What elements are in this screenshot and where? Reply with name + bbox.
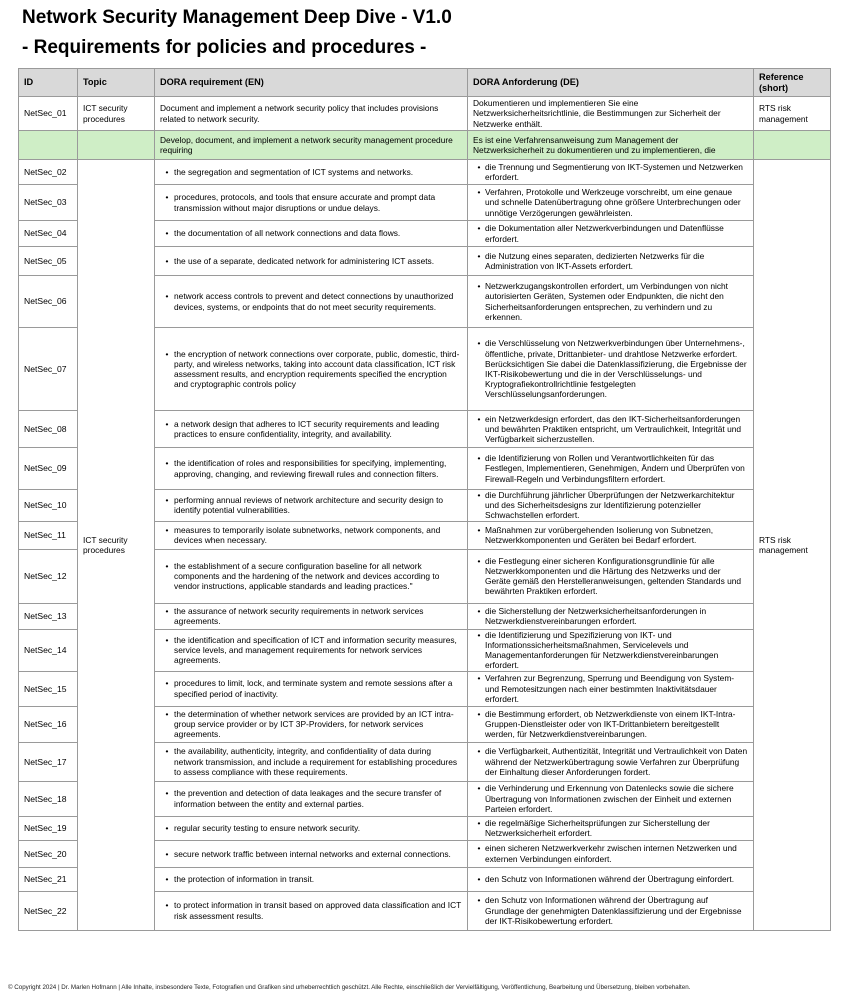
cell-id: NetSec_12 [19, 549, 78, 603]
cell-en [155, 521, 468, 549]
bullet-text: ein Netzwerkdesign erfordert, das den IKT-Sicherheitsanforderungen und bewährten Praktiken entspricht, um Vertraulichkeit, Integrität und Verfügbarkeit sicherzustellen. [485, 413, 742, 445]
bullet-icon: • [165, 900, 169, 911]
bullet-item [160, 606, 462, 626]
bullet-item [160, 746, 462, 777]
cell-id: NetSec_04 [19, 221, 78, 247]
bullet-item [160, 192, 462, 212]
bullet-icon: • [477, 746, 481, 757]
bullet-item [473, 162, 748, 182]
bullet-item [473, 843, 748, 863]
table-row [19, 97, 831, 131]
cell-en [155, 276, 468, 328]
bullet-item [160, 874, 462, 884]
cell-en [155, 742, 468, 781]
bullet-icon: • [477, 673, 481, 684]
cell-id: NetSec_07 [19, 328, 78, 411]
bullet-icon: • [477, 338, 481, 349]
bullet-icon: • [477, 281, 481, 292]
bullet-item [160, 849, 462, 859]
bullet-text: die Nutzung eines separaten, dedizierten Netzwerks für die Administration von IKT-Assets erfordert. [485, 250, 705, 271]
cell-de [468, 549, 754, 603]
table-row-intro [19, 131, 831, 160]
cell-en [155, 840, 468, 867]
cell-de [468, 411, 754, 448]
cell-id: NetSec_06 [19, 276, 78, 328]
cell-en: Develop, document, and implement a network security management procedure requiring [155, 131, 468, 160]
bullet-item [473, 895, 748, 926]
bullet-icon: • [477, 843, 481, 854]
cell-id: NetSec_20 [19, 840, 78, 867]
bullet-icon: • [477, 783, 481, 794]
cell-en [155, 706, 468, 742]
cell-de [468, 448, 754, 490]
bullet-item [473, 525, 748, 545]
bullet-icon: • [165, 255, 169, 266]
cell-de [468, 160, 754, 185]
cell-id: NetSec_17 [19, 742, 78, 781]
cell-en [155, 603, 468, 629]
cell-en [155, 549, 468, 603]
bullet-text: regular security testing to ensure network security. [174, 823, 361, 833]
bullet-item [160, 788, 462, 808]
bullet-icon: • [165, 605, 169, 616]
cell-de [468, 742, 754, 781]
bullet-text: secure network traffic between internal networks and external connections. [174, 848, 451, 859]
bullet-item [160, 495, 462, 515]
bullet-item [160, 458, 462, 478]
cell-de [468, 521, 754, 549]
bullet-item [160, 228, 462, 238]
cell-de [468, 867, 754, 891]
bullet-item [160, 167, 462, 177]
bullet-icon: • [477, 555, 481, 566]
bullet-icon: • [165, 823, 169, 833]
cell-id: NetSec_21 [19, 867, 78, 891]
cell-de [468, 603, 754, 629]
bullet-item [473, 223, 748, 243]
cell-id: NetSec_09 [19, 448, 78, 490]
cell-ref [754, 131, 831, 160]
bullet-item [473, 414, 748, 445]
cell-en [155, 247, 468, 276]
bullet-item [473, 338, 748, 399]
bullet-text: die Bestimmung erfordert, ob Netzwerkdienste von einem IKT-Intra-Gruppen-Dienstleister oder von IKT-Drittanbietern bereitgestellt werden, für Netzwerkdienstvereinbarungen. [485, 708, 736, 740]
bullet-item [473, 746, 748, 777]
cell-de [468, 706, 754, 742]
bullet-text: die Sicherstellung der Netzwerksicherheitsanforderungen in Netzwerkdienstvereinbarungen erfordert. [485, 605, 707, 627]
bullet-icon: • [477, 605, 481, 616]
header-id: ID [19, 69, 78, 97]
bullet-item [473, 783, 748, 814]
bullet-text: the availability, authenticity, integrity, and confidentiality of data during network transmission, and include a requirement for establishing procedures to assess compliance with these requirements. [174, 746, 458, 777]
bullet-item [473, 630, 748, 671]
bullet-item [473, 453, 748, 484]
cell-de [468, 629, 754, 671]
page-title: Network Security Management Deep Dive - V1.0 [22, 7, 452, 28]
bullet-icon: • [165, 746, 169, 757]
header-en: DORA requirement (EN) [155, 69, 468, 97]
bullet-item [473, 818, 748, 838]
bullet-icon: • [165, 348, 169, 359]
cell-de [468, 328, 754, 411]
cell-id [19, 131, 78, 160]
cell-de: Dokumentieren und implementieren Sie eine Netzwerksicherheitsrichtlinie, die Bestimmungen zur Sicherheit der Netzwerke enthält. [468, 97, 754, 131]
cell-en [155, 867, 468, 891]
bullet-text: Verfahren zur Begrenzung, Sperrung und Beendigung von System- und Remotesitzungen nach einer bestimmten Inaktivitätsdauer erfordert. [485, 673, 735, 704]
bullet-text: the identification and specification of ICT and information security measures, service levels, and management requirements for network services agreements. [174, 634, 457, 666]
cell-de [468, 185, 754, 221]
bullet-text: den Schutz von Informationen während der Übertragung auf Grundlage der genehmigten Datenklassifizierung und der Ergebnisse der IKT-Risikobewertung erfordert. [485, 895, 742, 926]
header-topic: Topic [78, 69, 155, 97]
cell-id: NetSec_11 [19, 521, 78, 549]
bullet-icon: • [477, 413, 481, 424]
bullet-text: the encryption of network connections over corporate, public, domestic, third-party, and wireless networks, taking into account data classification, ICT risk assessment results, and encryption requirements specified the encryption and cryptographic controls policy [174, 348, 460, 390]
cell-de [468, 247, 754, 276]
bullet-text: the use of a separate, dedicated network for administering ICT assets. [174, 255, 435, 266]
bullet-icon: • [165, 418, 169, 429]
bullet-text: network access controls to prevent and detect connections by unauthorized devices, systems, or endpoints that do not meet security requirements. [174, 291, 454, 312]
bullet-item [473, 490, 748, 521]
cell-en [155, 411, 468, 448]
bullet-item [473, 251, 748, 271]
cell-de [468, 840, 754, 867]
bullet-text: Netzwerkzugangskontrollen erfordert, um Verbindungen von nicht autorisierten Geräten, Systemen oder Endpunkten, die nicht den Sicherheitsanforderungen entsprechen, zu verhindern und zu erkennen. [485, 281, 729, 322]
cell-en [155, 185, 468, 221]
bullet-icon: • [477, 708, 481, 719]
bullet-text: procedures, protocols, and tools that ensure accurate and prompt data transmission without major disruptions or undue delays. [174, 192, 436, 213]
cell-de [468, 891, 754, 930]
bullet-icon: • [477, 223, 481, 234]
bullet-item [473, 281, 748, 322]
bullet-text: einen sicheren Netzwerkverkehr zwischen internen Netzwerken und externen Verbindungen einfordert. [485, 843, 737, 864]
cell-de [468, 816, 754, 840]
bullet-icon: • [477, 895, 481, 906]
bullet-text: Maßnahmen zur vorübergehenden Isolierung von Subnetzen, Netzwerkkomponenten und Geräten bei Bedarf erfordert. [485, 524, 714, 546]
cell-de [468, 781, 754, 816]
bullet-text: the prevention and detection of data leakages and the secure transfer of information between the entity and external parties. [174, 788, 442, 809]
bullet-text: die regelmäßige Sicherheitsprüfungen zur Sicherstellung der Netzwerksicherheit erfordert. [485, 817, 710, 839]
cell-id: NetSec_15 [19, 671, 78, 706]
cell-en [155, 490, 468, 522]
cell-topic-group: ICT security procedures [78, 160, 155, 931]
bullet-item [160, 561, 462, 592]
bullet-text: the establishment of a secure configuration baseline for all network components and the hardening of the network and devices according to vendor instructions, applicable standards and leading practices." [174, 560, 440, 592]
cell-en [155, 629, 468, 671]
cell-en [155, 448, 468, 490]
bullet-icon: • [165, 678, 169, 689]
cell-topic: ICT security procedures [78, 97, 155, 131]
header-ref: Reference (short) [754, 69, 831, 97]
bullet-item [160, 900, 462, 920]
bullet-item [160, 525, 462, 545]
bullet-item [473, 673, 748, 704]
cell-en [155, 816, 468, 840]
bullet-item [473, 606, 748, 626]
bullet-item [160, 823, 462, 833]
cell-en [155, 781, 468, 816]
cell-id: NetSec_22 [19, 891, 78, 930]
bullet-icon: • [165, 495, 169, 506]
copyright-footer: © Copyright 2024 | Dr. Marlen Hofmann | Alle Inhalte, insbesondere Texte, Fotografien und Grafiken sind urheberrechtlich geschützt. Alle Rechte, einschließlich der Vervielfältigung, Veröffentlichung, Bearbeitung und Übersetzung, bleiben vorbehalten. [8, 984, 691, 991]
cell-en [155, 891, 468, 930]
bullet-text: the documentation of all network connections and data flows. [174, 228, 401, 239]
cell-id: NetSec_13 [19, 603, 78, 629]
bullet-text: procedures to limit, lock, and terminate system and remote sessions after a specified period of inactivity. [174, 678, 453, 699]
bullet-icon: • [165, 192, 169, 203]
cell-en [155, 328, 468, 411]
bullet-icon: • [477, 250, 481, 261]
bullet-icon: • [477, 490, 481, 500]
cell-id: NetSec_14 [19, 629, 78, 671]
bullet-icon: • [477, 629, 481, 640]
bullet-item [473, 556, 748, 597]
cell-id: NetSec_19 [19, 816, 78, 840]
bullet-icon: • [477, 187, 481, 198]
bullet-icon: • [165, 788, 169, 799]
bullet-text: performing annual reviews of network architecture and security design to identify potential vulnerabilities. [174, 495, 444, 516]
bullet-icon: • [477, 453, 481, 464]
bullet-text: the protection of information in transit. [174, 874, 315, 884]
cell-topic [78, 131, 155, 160]
bullet-text: die Identifizierung und Spezifizierung von IKT- und Informationssicherheitsmaßnahmen, Servicelevels und Managementanforderungen für Netzwerkdienstvereinbarungen erfordert. [485, 629, 719, 671]
cell-en [155, 671, 468, 706]
bullet-item [473, 709, 748, 740]
cell-id: NetSec_10 [19, 490, 78, 522]
cell-en: Document and implement a network security policy that includes provisions related to network security. [155, 97, 468, 131]
bullet-icon: • [165, 560, 169, 571]
cell-id: NetSec_01 [19, 97, 78, 131]
bullet-text: den Schutz von Informationen während der Übertragung einfordert. [485, 874, 735, 884]
cell-ref: RTS risk management [754, 97, 831, 131]
bullet-icon: • [477, 874, 481, 884]
cell-en [155, 160, 468, 185]
bullet-icon: • [165, 228, 169, 239]
bullet-item [160, 349, 462, 390]
bullet-icon: • [477, 817, 481, 828]
bullet-item [160, 635, 462, 666]
bullet-icon: • [477, 161, 481, 172]
cell-id: NetSec_18 [19, 781, 78, 816]
bullet-item [160, 291, 462, 311]
bullet-item [160, 678, 462, 698]
header-de: DORA Anforderung (DE) [468, 69, 754, 97]
bullet-icon: • [165, 708, 169, 719]
cell-id: NetSec_02 [19, 160, 78, 185]
cell-de: Es ist eine Verfahrensanweisung zum Management der Netzwerksicherheit zu dokumentieren und zu implementieren, die [468, 131, 754, 160]
requirements-table [18, 68, 831, 931]
bullet-text: die Dokumentation aller Netzwerkverbindungen und Datenflüsse erfordert. [485, 223, 724, 244]
table-row [19, 160, 831, 185]
bullet-text: the segregation and segmentation of ICT systems and networks. [174, 166, 414, 177]
bullet-text: to protect information in transit based on approved data classification and ICT risk assessment results. [174, 900, 462, 921]
bullet-text: die Trennung und Segmentierung von IKT-Systemen und Netzwerken erfordert. [485, 161, 743, 182]
cell-id: NetSec_03 [19, 185, 78, 221]
bullet-text: die Verschlüsselung von Netzwerkverbindungen über Unternehmens-, öffentliche, private, Drittanbieter- und drahtlose Netzwerke erfordert. Berücksichtigen Sie dabei die Datenklassifizierung, die Ergebnisse der IKT-Risikobewertung und die in der Verschlüsselungs- und Kryptografiekontrollrichtlinie festgelegten Verschlüsselungsanforderungen. [485, 338, 747, 400]
bullet-icon: • [165, 166, 169, 177]
bullet-text: a network design that adheres to ICT security requirements and leading practices to ensure confidentiality, integrity, and availability. [174, 418, 440, 439]
bullet-text: die Verfügbarkeit, Authentizität, Integrität und Vertraulichkeit von Daten während der Netzwerkübertragung sowie Verfahren zur Überprüfung der Einhaltung dieser Anforderungen fordert. [485, 746, 748, 777]
cell-id: NetSec_05 [19, 247, 78, 276]
bullet-text: the determination of whether network services are provided by an ICT intra-group service provider or by ICT 3P-Providers, for network services agreements. [174, 708, 454, 740]
bullet-icon: • [165, 848, 169, 859]
bullet-text: die Identifizierung von Rollen und Verantwortlichkeiten für das Festlegen, Implementieren, Genehmigen, Ändern und Überprüfen von Firewall-Regeln und Verbindungsfiltern erfordert. [485, 453, 745, 484]
bullet-icon: • [165, 874, 169, 884]
bullet-item [160, 256, 462, 266]
bullet-text: the identification of roles and responsibilities for specifying, implementing, approving, changing, and reviewing firewall rules and connection filters. [174, 458, 447, 479]
cell-de [468, 671, 754, 706]
table-header-row [19, 69, 831, 97]
bullet-icon: • [165, 524, 169, 535]
bullet-icon: • [477, 524, 481, 535]
bullet-item [160, 419, 462, 439]
cell-de [468, 221, 754, 247]
bullet-item [160, 709, 462, 740]
bullet-item [473, 187, 748, 218]
cell-ref-group: RTS risk management [754, 160, 831, 931]
page-subtitle: - Requirements for policies and procedures - [22, 37, 427, 58]
cell-id: NetSec_16 [19, 706, 78, 742]
bullet-icon: • [165, 291, 169, 302]
bullet-item [473, 874, 748, 884]
cell-de [468, 276, 754, 328]
bullet-text: die Verhinderung und Erkennung von Datenlecks sowie die sichere Übertragung von Informationen zwischen der Einheit und externen Parteien erfordert. [485, 783, 734, 814]
bullet-text: Verfahren, Protokolle und Werkzeuge vorschreibt, um eine genaue und schnelle Datenübertragung ohne größere Unterbrechungen oder unnötige Verzögerungen gewährleisten. [485, 187, 741, 218]
bullet-icon: • [165, 458, 169, 469]
bullet-text: die Festlegung einer sicheren Konfigurationsgrundlinie für alle Netzwerkkomponenten und die Härtung des Netzwerks und der Geräte gemäß den Herstelleranweisungen, geltenden Standards und bewährten Praktiken erfordert. [485, 555, 742, 597]
bullet-text: die Durchführung jährlicher Überprüfungen der Netzwerkarchitektur und des Sicherheitsdesigns zur Identifizierung potenzieller Schwachstellen erfordert. [485, 490, 735, 521]
bullet-text: the assurance of network security requirements in network services agreements. [174, 605, 424, 627]
cell-de [468, 490, 754, 522]
cell-id: NetSec_08 [19, 411, 78, 448]
cell-en [155, 221, 468, 247]
bullet-text: measures to temporarily isolate subnetworks, network components, and devices when necessary. [174, 524, 441, 546]
bullet-icon: • [165, 634, 169, 645]
